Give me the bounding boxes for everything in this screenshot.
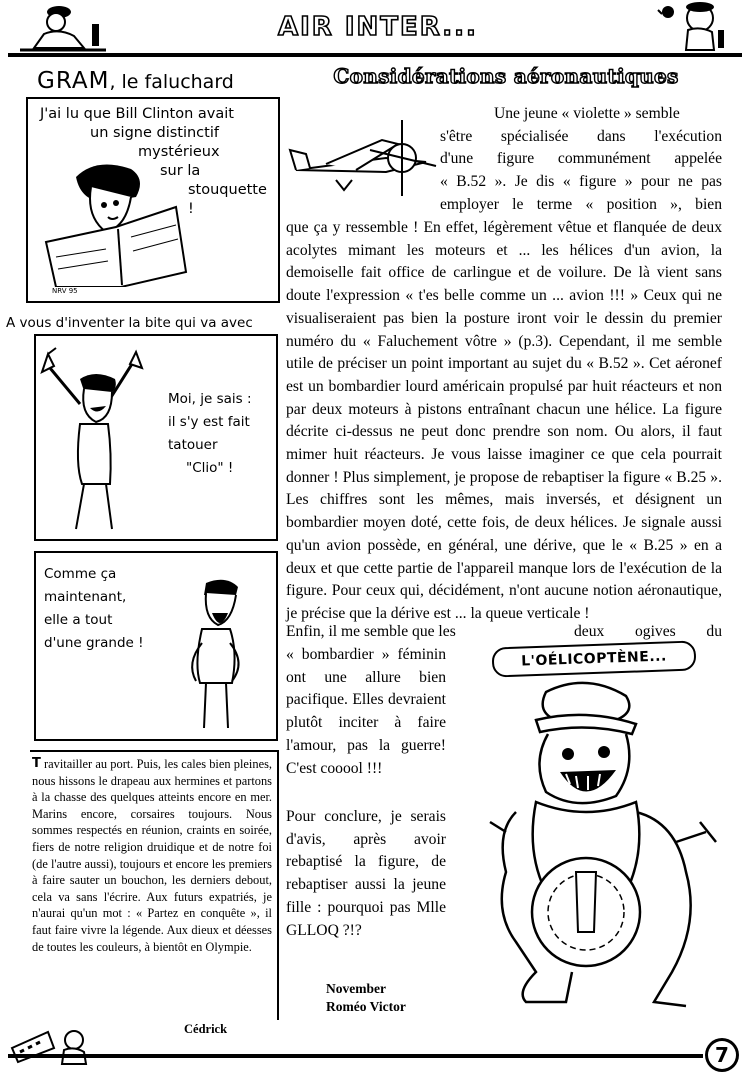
comic-title-name: GRAM <box>37 68 110 94</box>
bottom-column-dropcap-icon: T <box>32 756 41 771</box>
speech-line: elle a tout <box>44 612 113 628</box>
speech-line: il s'y est fait <box>168 414 250 430</box>
header-title: AIR INTER... <box>278 12 478 42</box>
reading-man-icon <box>36 157 196 287</box>
article-conclusion: Pour conclure, je serais d'avis, après avoir rebaptisé la figure, de rebaptiser aussi la jeune fille : pourquoi pas Mlle GLLOQ ?!? <box>286 808 446 939</box>
monster-cartoon-icon <box>476 672 742 1010</box>
flag-mascot-icon <box>8 1018 98 1068</box>
article-line: « B.52 ». Je dis « figure » pour ne pas <box>440 173 722 191</box>
speech-line: Moi, je sais : <box>168 391 252 407</box>
bottom-column-signature: Cédrick <box>184 1022 228 1036</box>
panel-3-speech <box>44 563 174 655</box>
article-top-lines <box>440 103 722 194</box>
page-number-badge <box>705 1038 739 1072</box>
standing-man-icon <box>166 573 266 733</box>
comic-panel-1 <box>26 97 280 303</box>
speech-line: tatouer <box>168 437 218 453</box>
speech-line: d'une grande ! <box>44 635 144 651</box>
header-left-mascot-icon <box>14 2 109 54</box>
cartoon-label: L'OÉLICOPTÈNE... <box>520 648 668 670</box>
bottom-column-top-rule <box>30 750 278 752</box>
bottom-column-right-rule <box>277 750 279 1020</box>
plane-icon <box>286 110 446 200</box>
speech-line: Comme ça <box>44 566 117 582</box>
article-signature <box>326 980 406 1016</box>
article-line: s'être spécialisée dans l'exécution <box>440 127 722 145</box>
comic-title <box>37 68 234 94</box>
bottom-column-text: ravitailler au port. Puis, les cales bien pleines, nous hissons le drapeau aux hermines et partons à la chasse des quelques atteints encore en mer. Marins encore, corsaires toujours. Nous sommes respectés en réunion, craints en soirée, fiers de notre religion druidique et de notre foi (de l'autre aussi), toujours et encore les premiers à faire sauter un bouchon, les derniers debout, cela va sans l'écrire. Aux futurs expatriés, je n'aurai qu'un mot : « Partez en conquête », il faut faire vivre la légende. Aux dieux et déesses de toutes les couleurs, à bientôt en Olympie. <box>32 757 272 954</box>
speech-line: stouquette ! <box>188 182 267 217</box>
article-line: d'une figure communément appelée <box>440 150 722 168</box>
article-narrow-text: « bombardier » féminin ont une allure bien pacifique. Elles devraient plutôt inciter à faire l'amour, pas la guerre! C'est cooool !!! <box>286 646 446 777</box>
panel-1-signature: NRV 95 <box>52 287 78 295</box>
speech-line: J'ai lu que Bill Clinton avait <box>40 106 234 122</box>
comic-caption: A vous d'inventer la bite qui va avec <box>6 315 253 331</box>
cheering-man-icon <box>40 344 150 534</box>
footer-rule <box>8 1054 703 1058</box>
speech-line: mystérieux <box>138 144 220 160</box>
article-title: Considérations aéronautiques <box>333 64 679 88</box>
comic-title-rest: , le faluchard <box>109 71 234 93</box>
comic-panel-2 <box>34 334 278 541</box>
speech-line: "Clio" ! <box>186 460 234 476</box>
article-line-enfin-right: deux ogives du <box>574 623 722 640</box>
signature-line: Roméo Victor <box>326 999 406 1014</box>
signature-line: November <box>326 981 386 996</box>
speech-line: un signe distinctif <box>90 125 219 141</box>
panel-2-speech <box>168 388 274 480</box>
comic-panel-3 <box>34 551 278 741</box>
speech-line: sur la <box>160 163 201 179</box>
article-line-5: employer le terme « position », bien <box>440 196 722 213</box>
article-line-enfin-left: Enfin, il me semble que les <box>286 623 456 640</box>
article-paragraph: que ça y ressemble ! En effet, légèrement vêtue et flanquée de deux acolytes mimant les moteurs et ... les hélices d'un avion, la demoiselle fait office de carlingue et de voilure. De là vient sans doute l'expression « t'es belle comme un ... avion !!! » Ceux qui ne visualiseraient pas bien la posture iront voir le dessin du premier numéro du « Faluchement vôtre » (p.3). Cependant, il me semble utile de préciser un point important au sujet du « B.52 ». Cet aéronef est un bombardier lourd américain propulsé par huit réacteurs et non par deux moteurs à pistons entraînant chacun une hélice. La figure décrite ci-dessus ne peut donc prendre son nom. Ou alors, il faut mimer huit réacteurs. Je vous laisse imaginer ce que cela pourrait donner ! Plus simplement, je propose de rebaptiser la figure « B.25 ». Les chiffres sont les mêmes, mais inversés, et désignent un bombardier moyen doté, cette fois, de deux hélices. Je signale aussi qu'un avion possède, en général, une dérive, que le « B.25 » en a deux et que cette partie de l'appareil manque lors de l'exécution de la figure. Pour ceux qui, décidément, n'ont aucune notion aéronautique, je précise que la dérive est ... la queue verticale ! <box>286 219 722 622</box>
page-number: 7 <box>708 1041 736 1069</box>
article-line: Une jeune « violette » semble <box>494 105 680 122</box>
speech-line: maintenant, <box>44 589 127 605</box>
header-right-mascot-icon <box>648 0 740 56</box>
header-rule <box>8 53 742 57</box>
